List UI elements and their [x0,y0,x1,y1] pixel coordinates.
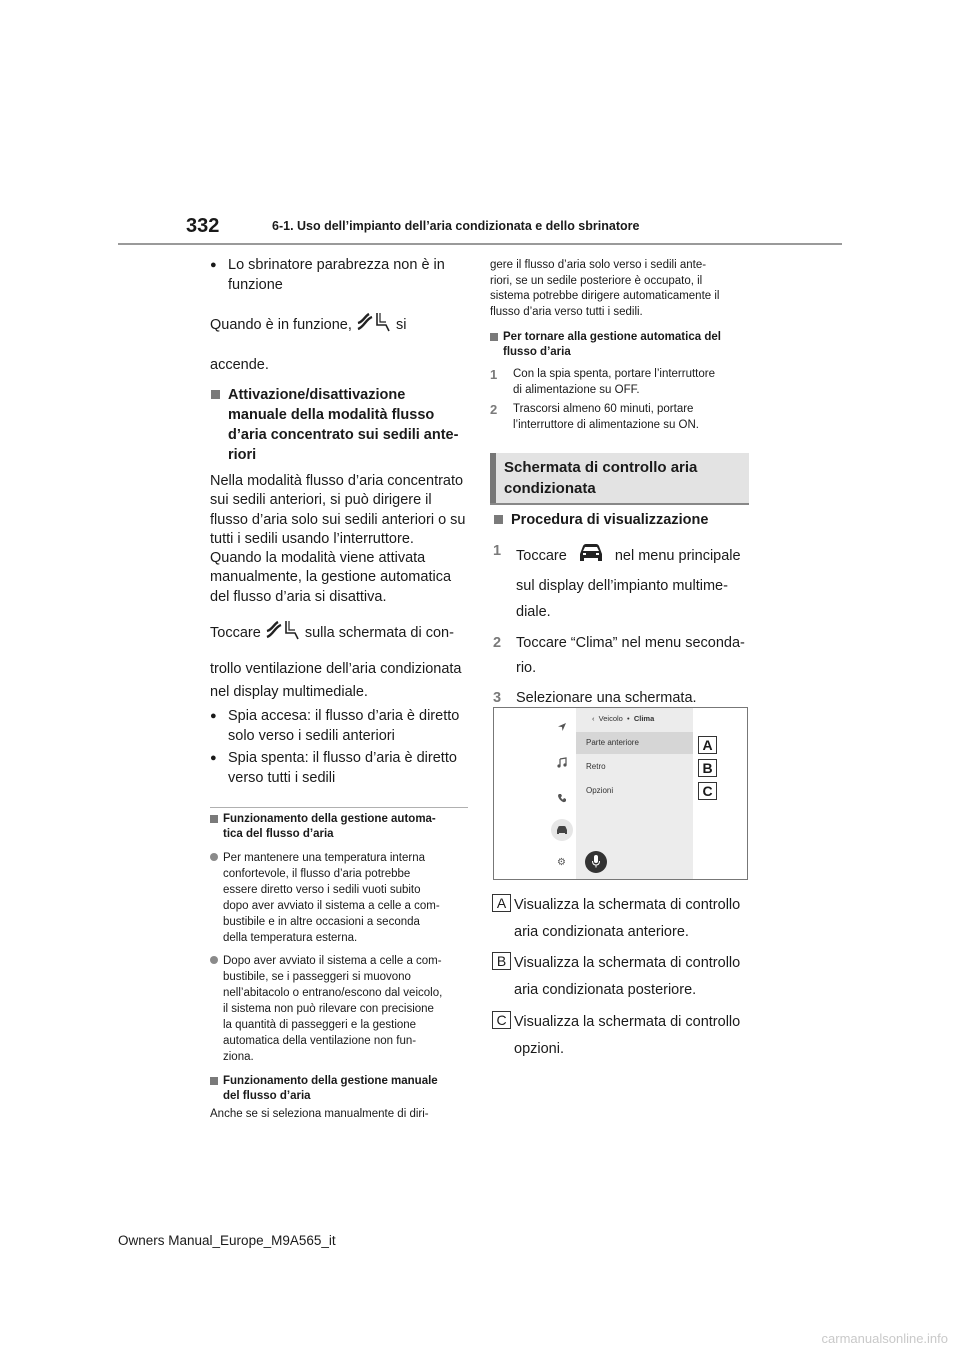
description-text [492,950,754,1004]
text-line: Trascorsi almeno 60 minuti, portare [513,403,694,415]
paragraph-continued [490,258,752,320]
step-number: 1 [493,543,502,559]
text-fragment: si [395,316,407,333]
right-column-lower [493,510,755,708]
screen-menu [576,708,693,879]
text-line: della temperatura esterna. [223,932,358,945]
description-label: A [492,894,511,912]
bullet-defroster [210,255,468,295]
text-line: dopo aver avviato il sistema a celle a com- [223,900,440,913]
step-number: 3 [493,690,502,706]
description-label: B [492,952,511,970]
text-line: Con la spia spenta, portare l’interruttore [513,368,715,380]
menu-item-rear[interactable]: Retro [586,762,606,771]
bullet-light-on [210,706,468,746]
text-fragment: Toccare [210,624,261,641]
text-line: verso tutti i sedili [228,770,336,787]
step-3-select-screen [493,688,755,708]
text-line: Schermata di controllo aria [504,459,698,476]
paragraph-touch-icon-cont [210,659,468,703]
heading-manual-management [210,1074,468,1104]
text-line: la quantità di passeggeri e la gestione [223,1019,417,1032]
text-line: Funzionamento della gestione manuale [223,1075,438,1088]
right-column [490,258,752,433]
text-line: sistema potrebbe dirigere automaticamente il [490,290,720,302]
text-line: Nella modalità flusso d’aria concentrato [210,473,464,489]
text-line: Visualizza la schermata di controllo [514,1014,741,1030]
step-number: 2 [493,635,502,651]
text-line: riori, se un sedile posteriore è occupato, il [490,274,703,287]
text-line: nel display multimediale. [210,684,368,701]
step-1-power-off [490,367,752,398]
text-line: accende. [210,357,269,373]
car-icon [577,541,605,571]
text-line: del flusso d’aria [223,1090,311,1103]
paragraph-touch-icon [210,617,468,649]
front-seat-airflow-icon [356,309,392,341]
text-line: Anche se si seleziona manualmente di diri- [210,1108,429,1121]
car-icon [551,819,573,841]
heading-manual-mode [210,385,468,465]
paragraph-when-active [210,309,468,341]
text-line: rio. [516,660,537,676]
text-fragment: Quando è in funzione, [210,316,352,333]
text-line: ● Spia spenta: il flusso d’aria è diretto [228,750,457,767]
step-number: 1 [490,367,498,382]
heading-display-procedure: Procedura di visualizzazione [493,510,755,530]
text-line: Quando la modalità viene attivata [210,550,426,567]
section-heading-box [490,453,749,503]
text-line: aria condizionata posteriore. [514,982,697,998]
page-number: 332 [186,215,220,237]
text-line: bustibile e in altre occasioni a seconda [223,916,420,929]
callout-label-b: B [698,759,717,777]
breadcrumb [592,714,654,723]
breadcrumb-clima: Clima [633,714,655,723]
text-line: Selezionare una schermata. [516,690,697,706]
description-text [492,892,754,946]
text-line: d’aria concentrato sui sedili ante- [228,427,459,443]
text-line: ziona. [223,1051,254,1064]
climate-screen-illustration [493,707,748,880]
step-1-cont [516,573,755,625]
navigation-icon [557,719,567,737]
text-line: diale. [516,604,551,620]
text-line: opzioni. [514,1041,564,1057]
text-line: solo verso i sedili anteriori [228,728,395,745]
breadcrumb-separator: • [627,714,630,723]
text-line: Per tornare alla gestione automatica del [503,331,721,343]
text-line: condizionata [504,480,596,497]
text-line: Funzionamento della gestione automa- [223,813,436,826]
text-line: sui sedili anteriori, si può dirigere il [210,492,432,509]
text-line: confortevole, il flusso d’aria potrebbe [223,868,411,881]
text-line: Visualizza la schermata di controllo [514,955,741,971]
description-c [492,1009,754,1063]
text-line: il sistema non può rilevare con precisione [223,1003,434,1016]
text-line: manuale della modalità flusso [228,407,435,423]
text-fragment: sulla schermata di con- [304,624,454,641]
text-line: tica del flusso d’aria [223,828,334,841]
description-label: C [492,1011,511,1029]
bullet-light-off [210,748,468,788]
breadcrumb-veicolo[interactable]: Veicolo [598,714,623,723]
step-number: 2 [490,402,498,417]
description-text [492,1009,754,1063]
microphone-icon[interactable] [585,851,607,873]
text-line: manualmente, la gestione automatica [210,569,452,586]
text-line: Toccare “Clima” nel menu seconda- [516,635,745,651]
section-title: 6-1. Uso dell’impianto dell’aria condizionata e dello sbrinatore [272,219,640,233]
text-line: tutti i sedili usando l’interruttore. [210,530,414,547]
screen-sidebar [494,708,576,879]
heading-return-auto [490,330,752,360]
text-line: Per mantenere una temperatura interna [223,852,426,865]
text-line: essere diretto verso i sedili vuoti subito [223,884,421,897]
text-line: Attivazione/disattivazione [228,387,406,403]
menu-item-front[interactable]: Parte anteriore [576,732,693,754]
left-column [210,255,468,1123]
text-line: aria condizionata anteriore. [514,924,689,940]
description-b [492,950,754,1004]
text-line: funzione [228,277,283,293]
callout-label-a: A [698,736,717,754]
heading-auto-management [210,812,468,842]
header-rule [118,243,842,245]
step-1-touch-car [493,541,755,625]
text-line: nell’abitacolo o entrano/escono dal veicolo, [223,987,443,1000]
text-line: gere il flusso d’aria solo verso i sedili ante- [490,259,707,271]
phone-icon [557,790,567,808]
callout-label-c: C [698,782,717,800]
menu-item-options[interactable]: Opzioni [586,786,614,795]
text-line: ● Spia accesa: il flusso d’aria è diretto [228,708,460,725]
text-line: sul display dell’impianto multime- [516,578,728,594]
text-line: trollo ventilazione dell’aria condizionata [210,661,462,678]
text-fragment: nel menu principale [614,547,741,564]
step-2-power-on [490,402,752,433]
text-line: Visualizza la schermata di controllo [514,897,741,913]
description-a [492,892,754,946]
text-line: Dopo aver avviato il sistema a celle a com- [223,955,442,968]
text-line: bustibile, se i passeggeri si muovono [223,971,411,984]
music-icon [556,755,567,773]
section-divider [210,807,468,808]
note-bullet-passengers [210,953,468,1065]
text-line: automatica della ventilazione non fun- [223,1035,417,1048]
text-line: del flusso d’aria si disattiva. [210,588,387,605]
text-line: riori [228,447,257,463]
watermark: carmanualsonline.info [821,1331,948,1346]
text-line: flusso d’aria [503,346,571,358]
text-line: ● Lo sbrinatore parabrezza non è in [228,257,445,273]
manual-id: Owners Manual_Europe_M9A565_it [118,1233,336,1248]
step-2-touch-clima [493,631,755,681]
front-seat-airflow-icon [265,617,301,649]
text-line: l’interruttore di alimentazione su ON. [513,418,699,431]
text-line: flusso d’aria verso tutti i sedili. [490,305,643,318]
text-line: di alimentazione su OFF. [513,383,640,396]
gear-icon: ⚙ [557,857,566,868]
back-chevron-icon[interactable]: ‹ [592,714,595,723]
text-fragment: Toccare [516,547,567,564]
note-bullet-temperature [210,850,468,946]
paragraph-manual-mode [210,472,468,607]
text-line: flusso d’aria solo sui sedili anteriori o su [210,511,466,528]
